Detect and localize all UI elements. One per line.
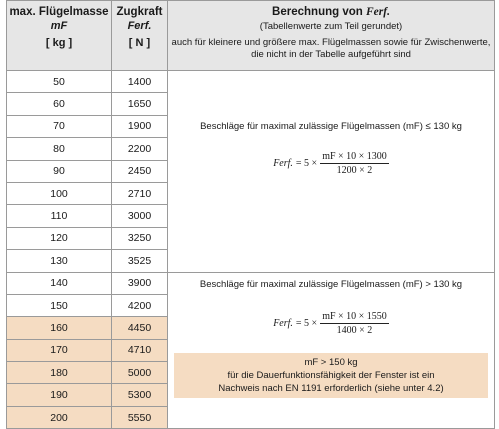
mass-cell: 170 (7, 339, 112, 361)
block2-note-line1: mF > 150 kg (304, 356, 358, 368)
block2-formula-fraction (320, 311, 389, 336)
mass-cell: 70 (7, 115, 112, 137)
force-cell: 5000 (112, 362, 168, 384)
block1-formula-denominator: 1200 × 2 (336, 165, 373, 176)
table-row (7, 272, 495, 294)
table-row (7, 71, 495, 93)
mass-cell: 90 (7, 160, 112, 182)
block2-formula-lhs: Ferf. (273, 317, 293, 329)
header-force-unit: [ N ] (128, 37, 151, 49)
mass-cell: 60 (7, 93, 112, 115)
block1-formula-numerator: mF × 10 × 1300 (322, 151, 387, 162)
header-mass-unit: [ kg ] (45, 37, 73, 49)
force-cell: 3900 (112, 272, 168, 294)
force-cell: 3000 (112, 205, 168, 227)
mass-cell: 160 (7, 317, 112, 339)
block2-formula (168, 311, 494, 336)
header-calc-description: auch für kleinere und größere max. Flügelmassen sowie für Zwischenwerte, die nicht in der Tabelle aufgeführt sind (171, 37, 491, 60)
mass-cell: 200 (7, 406, 112, 428)
header-mass-title: max. Flügelmasse (9, 6, 109, 18)
mass-cell: 130 (7, 250, 112, 272)
mass-cell: 120 (7, 227, 112, 249)
header-force-title: Zugkraft (116, 6, 163, 18)
calc-block-upto-130 (168, 71, 495, 273)
window-force-table (6, 0, 495, 429)
force-cell: 1900 (112, 115, 168, 137)
mass-cell: 110 (7, 205, 112, 227)
header-calc-note: (Tabellenwerte zum Teil gerundet) (259, 21, 403, 32)
force-cell: 5550 (112, 406, 168, 428)
force-cell: 3525 (112, 250, 168, 272)
force-cell: 3250 (112, 227, 168, 249)
mass-cell: 150 (7, 294, 112, 316)
force-cell: 4450 (112, 317, 168, 339)
mass-cell: 100 (7, 182, 112, 204)
block1-text: Beschläge für maximal zulässige Flügelmassen (mF) ≤ 130 kg (200, 121, 462, 132)
header-mass-symbol: mF (50, 20, 68, 32)
block2-note (174, 353, 488, 398)
block1-formula (168, 151, 494, 176)
mass-cell: 140 (7, 272, 112, 294)
block2-text: Beschläge für maximal zulässige Flügelmassen (mF) > 130 kg (199, 278, 463, 290)
block2-formula-denominator: 1400 × 2 (336, 324, 373, 336)
force-cell: 1400 (112, 71, 168, 93)
block1-formula-fraction (320, 151, 389, 176)
header-mass (7, 1, 112, 71)
force-cell: 4200 (112, 294, 168, 316)
force-cell: 4710 (112, 339, 168, 361)
header-calc-symbol: Ferf. (365, 6, 390, 18)
header-force (112, 1, 168, 71)
block2-content (168, 273, 494, 336)
header-force-symbol: Ferf. (127, 20, 152, 32)
mass-cell: 50 (7, 71, 112, 93)
mass-cell: 180 (7, 362, 112, 384)
force-cell: 2710 (112, 182, 168, 204)
block2-formula-eq: = 5 × (295, 317, 318, 329)
force-cell: 2450 (112, 160, 168, 182)
mass-cell: 190 (7, 384, 112, 406)
mass-cell: 80 (7, 138, 112, 160)
header-calc-title (168, 1, 494, 19)
block1-formula-lhs: Ferf. (273, 158, 293, 169)
force-cell: 1650 (112, 93, 168, 115)
header-row (7, 1, 495, 71)
block2-formula-numerator: mF × 10 × 1550 (322, 310, 387, 322)
header-calc-title-text: Berechnung von (272, 6, 363, 18)
block2-note-line2: für die Dauerfunktionsfähigkeit der Fenster ist ein (227, 369, 435, 381)
block1-content (168, 71, 494, 176)
header-calculation (168, 1, 495, 71)
block2-note-line3: Nachweis nach EN 1191 erforderlich (siehe unter 4.2) (218, 382, 444, 394)
block1-formula-eq: = 5 × (295, 158, 318, 169)
calc-block-over-130 (168, 272, 495, 429)
force-cell: 5300 (112, 384, 168, 406)
force-cell: 2200 (112, 138, 168, 160)
